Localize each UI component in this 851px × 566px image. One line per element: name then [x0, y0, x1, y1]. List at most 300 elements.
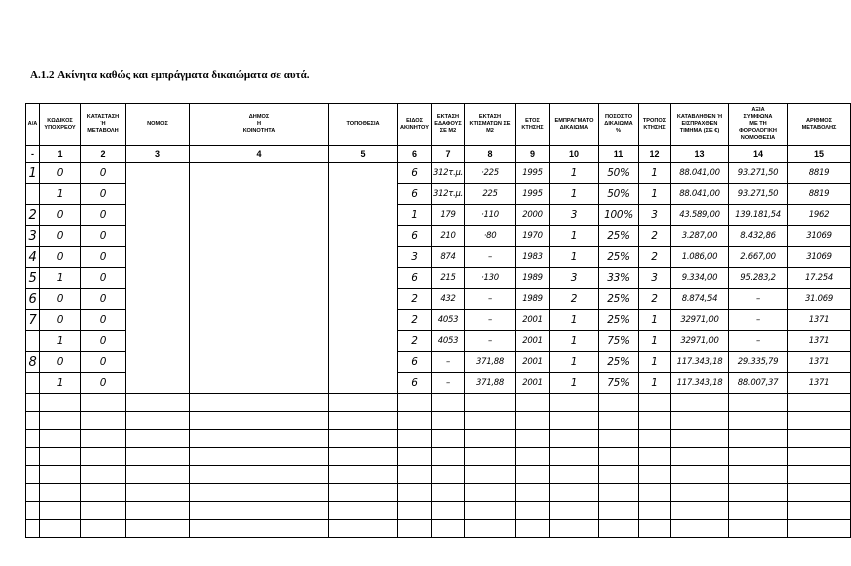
cell-building-area: –	[465, 310, 516, 331]
empty-cell	[671, 412, 729, 430]
col-number: -	[26, 146, 40, 163]
cell-real-right: 1	[550, 163, 599, 184]
empty-cell	[729, 394, 788, 412]
cell-obligor-code: 1	[40, 184, 81, 205]
empty-cell	[516, 412, 550, 430]
cell-property-type: 2	[398, 331, 432, 352]
cell-location	[329, 184, 398, 205]
empty-row	[26, 502, 851, 520]
empty-cell	[432, 448, 465, 466]
empty-cell	[329, 412, 398, 430]
col-number: 4	[190, 146, 329, 163]
cell-acquisition-method: 2	[639, 247, 671, 268]
cell-land-area: 312τ.μ.	[432, 163, 465, 184]
empty-cell	[40, 520, 81, 538]
cell-acquisition-year: 2001	[516, 310, 550, 331]
cell-location	[329, 226, 398, 247]
cell-acquisition-year: 1983	[516, 247, 550, 268]
empty-cell	[465, 502, 516, 520]
table-row	[26, 184, 851, 205]
col-number: 10	[550, 146, 599, 163]
empty-cell	[398, 394, 432, 412]
empty-cell	[190, 394, 329, 412]
header-land-area: ΕΚΤΑΣΗ ΕΔΑΦΟΥΣ ΣΕ Μ2	[432, 104, 465, 146]
cell-property-type: 6	[398, 268, 432, 289]
cell-status-change: 0	[81, 226, 126, 247]
header-obligor-code: ΚΩΔΙΚΟΣ ΥΠΟΧΡΕΟΥ	[40, 104, 81, 146]
cell-prefecture	[126, 184, 190, 205]
empty-cell	[599, 394, 639, 412]
col-number: 9	[516, 146, 550, 163]
cell-acquisition-year: 2000	[516, 205, 550, 226]
empty-cell	[329, 520, 398, 538]
empty-cell	[729, 502, 788, 520]
cell-building-area: –	[465, 289, 516, 310]
empty-cell	[671, 394, 729, 412]
cell-prefecture	[126, 331, 190, 352]
empty-cell	[126, 502, 190, 520]
cell-land-area: 210	[432, 226, 465, 247]
cell-share-percent: 75%	[599, 373, 639, 394]
header-municipality: ΔΗΜΟΣ Η ΚΟΙΝΟΤΗΤΑ	[190, 104, 329, 146]
cell-land-area: 432	[432, 289, 465, 310]
empty-cell	[516, 466, 550, 484]
empty-cell	[126, 448, 190, 466]
cell-aa: 6	[26, 289, 40, 310]
empty-cell	[550, 430, 599, 448]
cell-price-paid: 9.334,00	[671, 268, 729, 289]
cell-obligor-code: 0	[40, 226, 81, 247]
header-change-number: ΑΡΙΘΜΟΣ ΜΕΤΑΒΟΛΗΣ	[788, 104, 851, 146]
header-aa: Α/Α	[26, 104, 40, 146]
empty-cell	[26, 448, 40, 466]
empty-cell	[26, 484, 40, 502]
empty-cell	[432, 430, 465, 448]
cell-real-right: 1	[550, 352, 599, 373]
cell-change-number: 1371	[788, 352, 851, 373]
cell-tax-value: 8.432,86	[729, 226, 788, 247]
empty-cell	[639, 466, 671, 484]
empty-cell	[190, 412, 329, 430]
cell-tax-value: 95.283,2	[729, 268, 788, 289]
empty-cell	[465, 520, 516, 538]
empty-cell	[465, 466, 516, 484]
empty-cell	[599, 430, 639, 448]
empty-cell	[671, 502, 729, 520]
col-number: 12	[639, 146, 671, 163]
cell-aa	[26, 184, 40, 205]
empty-cell	[40, 484, 81, 502]
table-row	[26, 289, 851, 310]
empty-cell	[432, 484, 465, 502]
cell-acquisition-method: 2	[639, 226, 671, 247]
empty-cell	[516, 520, 550, 538]
empty-cell	[639, 448, 671, 466]
cell-status-change: 0	[81, 310, 126, 331]
empty-cell	[190, 466, 329, 484]
header-tax-value: ΑΞΙΑ ΣΥΜΦΩΝΑ ΜΕ ΤΗ ΦΟΡΟΛΟΓΙΚΗ ΝΟΜΟΘΕΣΙΑ	[729, 104, 788, 146]
empty-cell	[81, 466, 126, 484]
table-row	[26, 352, 851, 373]
cell-aa: 5	[26, 268, 40, 289]
cell-acquisition-year: 1995	[516, 184, 550, 205]
cell-building-area: ·110	[465, 205, 516, 226]
property-table	[25, 103, 851, 538]
cell-aa: 3	[26, 226, 40, 247]
header-price-paid: ΚΑΤΑΒΛΗΘΕΝ Ή ΕΙΣΠΡΑΧΘΕΝ ΤΙΜΗΜΑ (ΣΕ €)	[671, 104, 729, 146]
empty-cell	[729, 520, 788, 538]
col-number: 6	[398, 146, 432, 163]
cell-acquisition-method: 3	[639, 268, 671, 289]
cell-share-percent: 100%	[599, 205, 639, 226]
cell-municipality	[190, 247, 329, 268]
table-row	[26, 373, 851, 394]
cell-land-area: –	[432, 352, 465, 373]
cell-price-paid: 32971,00	[671, 310, 729, 331]
header-acquisition-method: ΤΡΟΠΟΣ ΚΤΗΣΗΣ	[639, 104, 671, 146]
empty-cell	[26, 430, 40, 448]
header-acquisition-year: ΕΤΟΣ ΚΤΗΣΗΣ	[516, 104, 550, 146]
empty-cell	[516, 430, 550, 448]
empty-row	[26, 430, 851, 448]
empty-cell	[671, 466, 729, 484]
header-property-type: ΕΙΔΟΣ ΑΚΙΝΗΤΟΥ	[398, 104, 432, 146]
cell-land-area: 215	[432, 268, 465, 289]
cell-municipality	[190, 184, 329, 205]
cell-change-number: 8819	[788, 163, 851, 184]
cell-acquisition-method: 3	[639, 205, 671, 226]
cell-building-area: ·80	[465, 226, 516, 247]
cell-property-type: 6	[398, 226, 432, 247]
cell-acquisition-method: 1	[639, 163, 671, 184]
cell-status-change: 0	[81, 331, 126, 352]
empty-cell	[126, 394, 190, 412]
cell-land-area: 874	[432, 247, 465, 268]
empty-cell	[40, 394, 81, 412]
cell-prefecture	[126, 352, 190, 373]
cell-prefecture	[126, 163, 190, 184]
cell-building-area: ·225	[465, 163, 516, 184]
cell-obligor-code: 1	[40, 373, 81, 394]
cell-share-percent: 50%	[599, 184, 639, 205]
cell-property-type: 2	[398, 289, 432, 310]
cell-location	[329, 163, 398, 184]
cell-property-type: 2	[398, 310, 432, 331]
cell-acquisition-method: 1	[639, 373, 671, 394]
cell-building-area: 225	[465, 184, 516, 205]
cell-prefecture	[126, 289, 190, 310]
cell-acquisition-year: 2001	[516, 352, 550, 373]
empty-cell	[126, 520, 190, 538]
empty-cell	[465, 412, 516, 430]
empty-cell	[599, 502, 639, 520]
empty-cell	[432, 502, 465, 520]
cell-obligor-code: 1	[40, 268, 81, 289]
cell-land-area: 179	[432, 205, 465, 226]
cell-obligor-code: 1	[40, 331, 81, 352]
empty-cell	[599, 466, 639, 484]
cell-price-paid: 43.589,00	[671, 205, 729, 226]
cell-property-type: 6	[398, 184, 432, 205]
empty-cell	[516, 394, 550, 412]
col-number: 15	[788, 146, 851, 163]
cell-municipality	[190, 226, 329, 247]
cell-location	[329, 268, 398, 289]
empty-cell	[26, 412, 40, 430]
cell-price-paid: 88.041,00	[671, 163, 729, 184]
cell-share-percent: 25%	[599, 289, 639, 310]
empty-cell	[398, 502, 432, 520]
cell-price-paid: 117.343,18	[671, 352, 729, 373]
table-row	[26, 310, 851, 331]
empty-cell	[599, 484, 639, 502]
empty-cell	[329, 484, 398, 502]
empty-cell	[788, 466, 851, 484]
cell-real-right: 1	[550, 373, 599, 394]
cell-share-percent: 75%	[599, 331, 639, 352]
cell-change-number: 17.254	[788, 268, 851, 289]
cell-prefecture	[126, 373, 190, 394]
cell-land-area: 4053	[432, 310, 465, 331]
empty-cell	[190, 430, 329, 448]
cell-share-percent: 33%	[599, 268, 639, 289]
cell-share-percent: 25%	[599, 247, 639, 268]
empty-cell	[26, 466, 40, 484]
empty-cell	[81, 448, 126, 466]
cell-status-change: 0	[81, 268, 126, 289]
empty-row	[26, 412, 851, 430]
empty-cell	[329, 430, 398, 448]
cell-change-number: 1962	[788, 205, 851, 226]
cell-acquisition-year: 2001	[516, 331, 550, 352]
empty-cell	[671, 430, 729, 448]
cell-location	[329, 352, 398, 373]
empty-cell	[329, 448, 398, 466]
cell-change-number: 1371	[788, 310, 851, 331]
empty-cell	[26, 520, 40, 538]
empty-row	[26, 448, 851, 466]
cell-status-change: 0	[81, 247, 126, 268]
empty-cell	[81, 502, 126, 520]
empty-cell	[81, 484, 126, 502]
cell-property-type: 3	[398, 247, 432, 268]
empty-cell	[729, 466, 788, 484]
header-status-change: ΚΑΤΑΣΤΑΣΗ Ή ΜΕΤΑΒΟΛΗ	[81, 104, 126, 146]
empty-cell	[788, 520, 851, 538]
cell-aa: 7	[26, 310, 40, 331]
empty-cell	[516, 448, 550, 466]
cell-building-area: –	[465, 247, 516, 268]
table-row	[26, 247, 851, 268]
table-row	[26, 331, 851, 352]
empty-cell	[398, 430, 432, 448]
empty-cell	[398, 520, 432, 538]
cell-aa: 1	[26, 163, 40, 184]
cell-acquisition-method: 1	[639, 184, 671, 205]
cell-change-number: 1371	[788, 331, 851, 352]
cell-obligor-code: 0	[40, 352, 81, 373]
cell-real-right: 3	[550, 205, 599, 226]
table-row	[26, 226, 851, 247]
cell-change-number: 31069	[788, 226, 851, 247]
cell-tax-value: 93.271,50	[729, 163, 788, 184]
empty-cell	[639, 412, 671, 430]
table-row	[26, 268, 851, 289]
cell-change-number: 8819	[788, 184, 851, 205]
empty-cell	[599, 448, 639, 466]
empty-cell	[550, 484, 599, 502]
cell-aa: 4	[26, 247, 40, 268]
cell-property-type: 6	[398, 163, 432, 184]
empty-cell	[639, 430, 671, 448]
empty-cell	[639, 484, 671, 502]
empty-cell	[329, 466, 398, 484]
empty-cell	[550, 466, 599, 484]
cell-tax-value: 29.335,79	[729, 352, 788, 373]
empty-cell	[26, 394, 40, 412]
empty-cell	[550, 412, 599, 430]
cell-status-change: 0	[81, 352, 126, 373]
cell-price-paid: 3.287,00	[671, 226, 729, 247]
cell-land-area: –	[432, 373, 465, 394]
cell-obligor-code: 0	[40, 310, 81, 331]
cell-building-area: 371,88	[465, 352, 516, 373]
empty-cell	[671, 448, 729, 466]
empty-cell	[432, 412, 465, 430]
empty-cell	[40, 412, 81, 430]
empty-cell	[550, 520, 599, 538]
table-body	[26, 163, 851, 394]
section-title: A.1.2 Ακίνητα καθώς και εμπράγματα δικαιώματα σε αυτά.	[30, 69, 310, 81]
cell-property-type: 6	[398, 352, 432, 373]
cell-price-paid: 1.086,00	[671, 247, 729, 268]
cell-property-type: 6	[398, 373, 432, 394]
empty-cell	[398, 412, 432, 430]
cell-municipality	[190, 268, 329, 289]
cell-acquisition-method: 1	[639, 331, 671, 352]
empty-cell	[329, 502, 398, 520]
header-share-percent: ΠΟΣΟΣΤΟ ΔΙΚΑΙΩΜΑ %	[599, 104, 639, 146]
cell-municipality	[190, 373, 329, 394]
cell-real-right: 1	[550, 247, 599, 268]
col-number: 7	[432, 146, 465, 163]
empty-cell	[190, 484, 329, 502]
cell-location	[329, 373, 398, 394]
empty-cell	[639, 394, 671, 412]
header-prefecture: ΝΟΜΟΣ	[126, 104, 190, 146]
cell-change-number: 31069	[788, 247, 851, 268]
cell-real-right: 1	[550, 226, 599, 247]
empty-cell	[516, 484, 550, 502]
empty-cell	[788, 502, 851, 520]
cell-prefecture	[126, 205, 190, 226]
table-row	[26, 205, 851, 226]
empty-cell	[729, 448, 788, 466]
cell-obligor-code: 0	[40, 205, 81, 226]
empty-row	[26, 520, 851, 538]
empty-cell	[788, 394, 851, 412]
cell-building-area: –	[465, 331, 516, 352]
empty-cell	[432, 466, 465, 484]
cell-status-change: 0	[81, 373, 126, 394]
cell-obligor-code: 0	[40, 247, 81, 268]
col-number: 11	[599, 146, 639, 163]
cell-location	[329, 310, 398, 331]
header-row	[26, 104, 851, 146]
cell-tax-value: 139.181,54	[729, 205, 788, 226]
empty-cell	[81, 430, 126, 448]
cell-share-percent: 25%	[599, 226, 639, 247]
cell-price-paid: 117.343,18	[671, 373, 729, 394]
cell-obligor-code: 0	[40, 289, 81, 310]
cell-building-area: 371,88	[465, 373, 516, 394]
empty-cell	[599, 412, 639, 430]
col-number: 3	[126, 146, 190, 163]
cell-acquisition-method: 1	[639, 352, 671, 373]
empty-cell	[40, 502, 81, 520]
cell-location	[329, 289, 398, 310]
col-number: 14	[729, 146, 788, 163]
cell-price-paid: 32971,00	[671, 331, 729, 352]
cell-tax-value: –	[729, 289, 788, 310]
cell-municipality	[190, 352, 329, 373]
empty-cell	[671, 484, 729, 502]
cell-tax-value: 2.667,00	[729, 247, 788, 268]
cell-municipality	[190, 289, 329, 310]
empty-cell	[550, 394, 599, 412]
empty-cell	[465, 394, 516, 412]
empty-cell	[516, 502, 550, 520]
empty-cell	[729, 484, 788, 502]
cell-location	[329, 331, 398, 352]
cell-aa: 2	[26, 205, 40, 226]
empty-cell	[126, 430, 190, 448]
cell-share-percent: 50%	[599, 163, 639, 184]
cell-change-number: 1371	[788, 373, 851, 394]
cell-municipality	[190, 163, 329, 184]
col-number: 13	[671, 146, 729, 163]
cell-property-type: 1	[398, 205, 432, 226]
cell-acquisition-year: 1970	[516, 226, 550, 247]
empty-row	[26, 394, 851, 412]
empty-cell	[550, 448, 599, 466]
empty-cell	[788, 484, 851, 502]
cell-real-right: 1	[550, 310, 599, 331]
empty-cell	[550, 502, 599, 520]
empty-cell	[81, 412, 126, 430]
cell-share-percent: 25%	[599, 352, 639, 373]
table-row	[26, 163, 851, 184]
empty-cell	[40, 448, 81, 466]
cell-acquisition-year: 2001	[516, 373, 550, 394]
empty-cell	[81, 520, 126, 538]
cell-prefecture	[126, 247, 190, 268]
empty-cell	[190, 448, 329, 466]
empty-cell	[190, 502, 329, 520]
col-number: 1	[40, 146, 81, 163]
cell-land-area: 312τ.μ.	[432, 184, 465, 205]
cell-acquisition-year: 1989	[516, 289, 550, 310]
cell-prefecture	[126, 268, 190, 289]
empty-cell	[398, 484, 432, 502]
cell-acquisition-year: 1995	[516, 163, 550, 184]
empty-cell	[639, 502, 671, 520]
empty-cell	[126, 412, 190, 430]
cell-real-right: 1	[550, 331, 599, 352]
empty-cell	[788, 412, 851, 430]
header-building-area: ΕΚΤΑΣΗ ΚΤΙΣΜΑΤΩΝ ΣΕ Μ2	[465, 104, 516, 146]
empty-cell	[671, 520, 729, 538]
